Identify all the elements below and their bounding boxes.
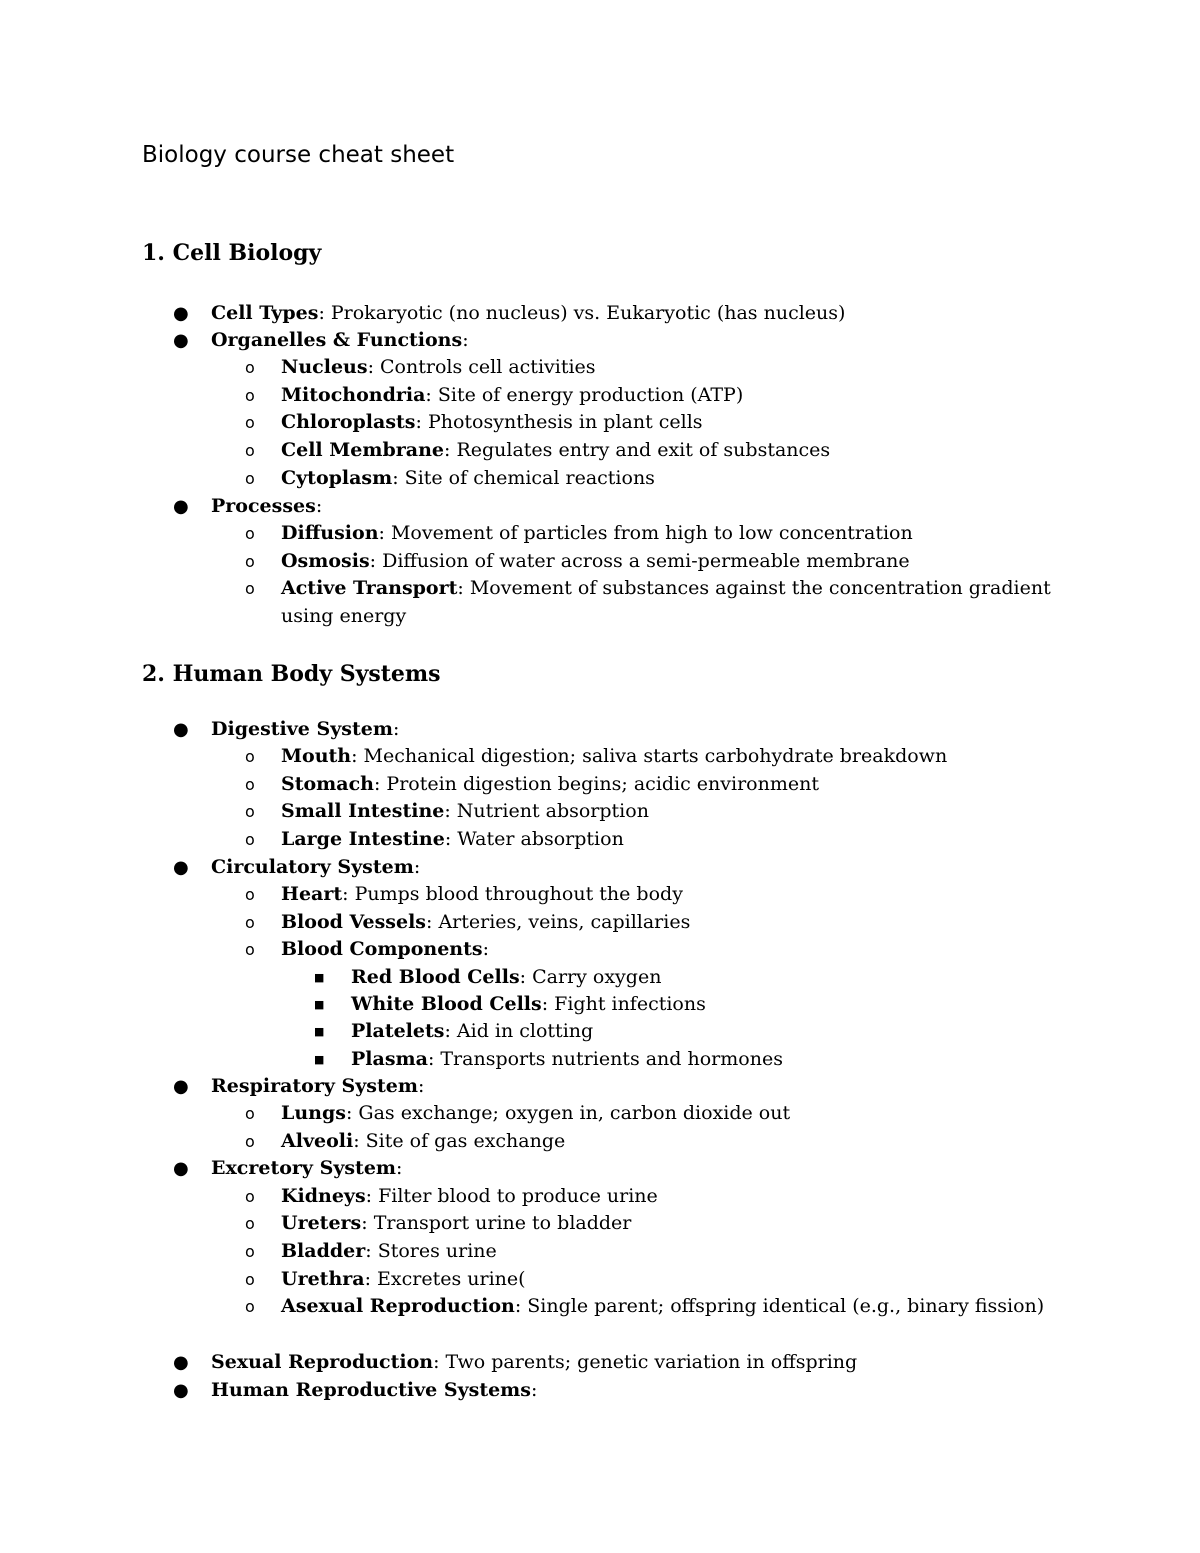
circle-marker: o — [245, 552, 255, 571]
square-marker: ■ — [314, 1025, 325, 1038]
term: Kidneys — [281, 1185, 366, 1207]
description: : Transports nutrients and hormones — [427, 1048, 783, 1070]
circle-marker: o — [245, 747, 255, 766]
term: Bladder — [281, 1240, 366, 1262]
document-title: Biology course cheat sheet — [142, 142, 455, 168]
bullet-marker: ● — [173, 303, 189, 324]
description: : — [417, 1075, 425, 1097]
circle-marker: o — [245, 1187, 255, 1206]
circle-marker: o — [245, 469, 255, 488]
circle-marker: o — [245, 1104, 255, 1123]
term: Mouth — [281, 745, 352, 767]
term: Excretory System — [211, 1157, 397, 1179]
term: Nucleus — [281, 356, 368, 378]
description: : — [392, 718, 400, 740]
circle-marker: o — [245, 1214, 255, 1233]
term: Cytoplasm — [281, 467, 393, 489]
bullet-marker: ● — [173, 719, 189, 740]
term: Osmosis — [281, 550, 370, 572]
term: Active Transport — [281, 577, 458, 599]
term: Cell Membrane — [281, 439, 444, 461]
list-item-chloroplasts — [281, 409, 703, 436]
square-marker: ■ — [314, 1053, 325, 1066]
circle-marker: o — [245, 775, 255, 794]
description: : Site of gas exchange — [353, 1130, 566, 1152]
term: Large Intestine — [281, 828, 445, 850]
list-item-small-intestine — [281, 798, 649, 825]
term: Chloroplasts — [281, 411, 416, 433]
description: : Excretes urine( — [364, 1268, 526, 1290]
bullet-marker: ● — [173, 1380, 189, 1401]
term: Sexual Reproduction — [211, 1351, 434, 1373]
list-item-lungs — [281, 1100, 790, 1127]
list-item-stomach — [281, 771, 819, 798]
description: : — [413, 856, 421, 878]
circle-marker: o — [245, 885, 255, 904]
list-item-platelets — [351, 1018, 593, 1045]
list-item-heart — [281, 881, 683, 908]
bullet-marker: ● — [173, 330, 189, 351]
list-item-diffusion — [281, 520, 913, 547]
term: Cell Types — [211, 302, 319, 324]
list-item-organelles — [211, 327, 469, 354]
circle-marker: o — [245, 1270, 255, 1289]
description: : Prokaryotic (no nucleus) vs. Eukaryotic (has nucleus) — [318, 302, 846, 324]
list-item-human-reproductive-systems — [211, 1377, 537, 1404]
list-item-bladder — [281, 1238, 497, 1265]
description: : Arteries, veins, capillaries — [426, 911, 691, 933]
list-item-cytoplasm — [281, 465, 655, 492]
circle-marker: o — [245, 358, 255, 377]
term: White Blood Cells — [351, 993, 542, 1015]
circle-marker: o — [245, 413, 255, 432]
description: : Carry oxygen — [519, 966, 662, 988]
term: Lungs — [281, 1102, 346, 1124]
list-item-blood-components — [281, 936, 489, 963]
description: : Movement of particles from high to low concentration — [378, 522, 913, 544]
square-marker: ■ — [314, 971, 325, 984]
term: Blood Vessels — [281, 911, 427, 933]
list-item-cell-membrane — [281, 437, 830, 464]
description: : Nutrient absorption — [444, 800, 649, 822]
term: Plasma — [351, 1048, 428, 1070]
list-item-respiratory-system — [211, 1073, 424, 1100]
list-item-nucleus — [281, 354, 596, 381]
circle-marker: o — [245, 441, 255, 460]
list-item-cell-types — [211, 300, 845, 327]
description: : Protein digestion begins; acidic environment — [373, 773, 819, 795]
list-item-asexual-reproduction — [281, 1293, 1044, 1320]
term: Platelets — [351, 1020, 445, 1042]
bullet-marker: ● — [173, 1076, 189, 1097]
list-item-circulatory-system — [211, 854, 420, 881]
circle-marker: o — [245, 1132, 255, 1151]
description: : — [482, 938, 489, 960]
list-item-mitochondria — [281, 382, 743, 409]
description: : Site of energy production (ATP) — [425, 384, 744, 406]
circle-marker: o — [245, 386, 255, 405]
description: : Pumps blood throughout the body — [342, 883, 683, 905]
description: : Diffusion of water across a semi-permeable membrane — [369, 550, 910, 572]
description: : Aid in clotting — [444, 1020, 594, 1042]
description: : Gas exchange; oxygen in, carbon dioxide out — [345, 1102, 791, 1124]
circle-marker: o — [245, 802, 255, 821]
list-item-large-intestine — [281, 826, 624, 853]
circle-marker: o — [245, 940, 255, 959]
list-item-urethra — [281, 1266, 526, 1293]
term: Diffusion — [281, 522, 379, 544]
term: Alveoli — [281, 1130, 354, 1152]
list-item-excretory-system — [211, 1155, 402, 1182]
list-item-continuation: using energy — [281, 605, 407, 627]
term: Human Reproductive Systems — [211, 1379, 531, 1401]
description: : — [396, 1157, 403, 1179]
description: : Fight infections — [541, 993, 706, 1015]
term: Processes — [211, 495, 316, 517]
list-item-osmosis — [281, 548, 910, 575]
list-item-digestive-system — [211, 716, 399, 743]
bullet-marker: ● — [173, 1158, 189, 1179]
term: Small Intestine — [281, 800, 445, 822]
list-item-ureters — [281, 1210, 631, 1237]
term: Digestive System — [211, 718, 393, 740]
list-item-sexual-reproduction — [211, 1349, 857, 1376]
circle-marker: o — [245, 1297, 255, 1316]
list-item-processes — [211, 493, 322, 520]
description: : — [315, 495, 323, 517]
description: : Regulates entry and exit of substances — [444, 439, 831, 461]
list-item-kidneys — [281, 1183, 658, 1210]
list-item-blood-vessels — [281, 909, 690, 936]
list-item-alveoli — [281, 1128, 565, 1155]
description: : Transport urine to bladder — [361, 1212, 632, 1234]
term: Asexual Reproduction — [281, 1295, 515, 1317]
list-item-mouth — [281, 743, 947, 770]
term: Ureters — [281, 1212, 362, 1234]
description: : Single parent; offspring identical (e.g., binary fission) — [514, 1295, 1045, 1317]
section-heading-human-body-systems: 2. Human Body Systems — [142, 661, 441, 687]
term: Red Blood Cells — [351, 966, 520, 988]
description: : Photosynthesis in plant cells — [415, 411, 703, 433]
description: : Movement of substances against the concentration gradient — [457, 577, 1051, 599]
circle-marker: o — [245, 579, 255, 598]
list-item-red-blood-cells — [351, 964, 661, 991]
term: Heart — [281, 883, 343, 905]
description: : Stores urine — [365, 1240, 497, 1262]
description: : Controls cell activities — [367, 356, 596, 378]
circle-marker: o — [245, 524, 255, 543]
bullet-marker: ● — [173, 1352, 189, 1373]
term: Stomach — [281, 773, 374, 795]
description: : Mechanical digestion; saliva starts carbohydrate breakdown — [351, 745, 948, 767]
description: : Filter blood to produce urine — [365, 1185, 658, 1207]
term: Mitochondria — [281, 384, 426, 406]
description: : — [462, 329, 469, 351]
description: : — [531, 1379, 538, 1401]
term: Blood Components — [281, 938, 483, 960]
circle-marker: o — [245, 1242, 255, 1261]
list-item-plasma — [351, 1046, 783, 1073]
term: Circulatory System — [211, 856, 414, 878]
term: Respiratory System — [211, 1075, 418, 1097]
circle-marker: o — [245, 913, 255, 932]
term: Urethra — [281, 1268, 365, 1290]
term: Organelles & Functions — [211, 329, 463, 351]
list-item-active-transport — [281, 575, 1051, 602]
section-heading-cell-biology: 1. Cell Biology — [142, 240, 322, 266]
description: : Water absorption — [444, 828, 624, 850]
list-item-white-blood-cells — [351, 991, 706, 1018]
circle-marker: o — [245, 830, 255, 849]
square-marker: ■ — [314, 998, 325, 1011]
description: : Two parents; genetic variation in offspring — [433, 1351, 858, 1373]
bullet-marker: ● — [173, 496, 189, 517]
bullet-marker: ● — [173, 857, 189, 878]
description: : Site of chemical reactions — [392, 467, 655, 489]
